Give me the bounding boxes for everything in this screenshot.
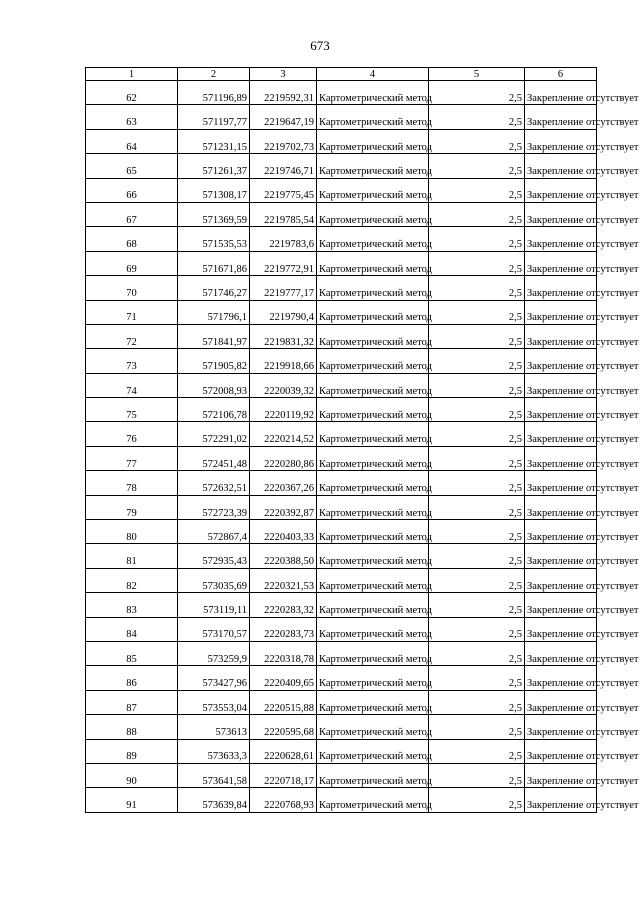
x-coordinate-cell: 572008,93 [178,373,250,397]
table-row [86,251,597,275]
point-number-cell: 86 [86,666,178,690]
y-coordinate-cell: 2219775,45 [250,178,317,202]
point-number-cell: 81 [86,544,178,568]
x-coordinate-cell: 571369,59 [178,202,250,226]
method-cell: Картометрический метод [317,81,429,105]
header-cell: 2 [178,68,250,81]
header-cell: 3 [250,68,317,81]
table-row [86,763,597,787]
y-coordinate-cell: 2220283,73 [250,617,317,641]
table-row [86,520,597,544]
method-cell: Картометрический метод [317,349,429,373]
point-number-cell: 71 [86,300,178,324]
point-number-cell: 87 [86,690,178,714]
point-number-cell: 85 [86,641,178,665]
table-row [86,568,597,592]
y-coordinate-cell: 2219777,17 [250,276,317,300]
x-coordinate-cell: 572723,39 [178,495,250,519]
accuracy-cell: 2,5 [429,349,525,373]
x-coordinate-cell: 571261,37 [178,154,250,178]
table-row [86,105,597,129]
accuracy-cell: 2,5 [429,666,525,690]
table-row [86,495,597,519]
coordinates-table [85,67,639,813]
method-cell: Картометрический метод [317,641,429,665]
method-cell: Картометрический метод [317,398,429,422]
method-cell: Картометрический метод [317,324,429,348]
header-cell: 1 [86,68,178,81]
method-cell: Картометрический метод [317,276,429,300]
method-cell: Картометрический метод [317,178,429,202]
x-coordinate-cell: 573633,3 [178,739,250,763]
table-row [86,446,597,470]
table-row [86,739,597,763]
method-cell: Картометрический метод [317,739,429,763]
point-number-cell: 89 [86,739,178,763]
y-coordinate-cell: 2220768,93 [250,788,317,812]
x-coordinate-cell: 571308,17 [178,178,250,202]
y-coordinate-cell: 2220280,86 [250,446,317,470]
x-coordinate-cell: 573170,57 [178,617,250,641]
x-coordinate-cell: 573553,04 [178,690,250,714]
table-row [86,422,597,446]
accuracy-cell: 2,5 [429,715,525,739]
x-coordinate-cell: 571841,97 [178,324,250,348]
table-row [86,690,597,714]
method-cell: Картометрический метод [317,154,429,178]
y-coordinate-cell: 2220367,26 [250,471,317,495]
x-coordinate-cell: 573035,69 [178,568,250,592]
table-body [86,68,639,813]
table-row [86,349,597,373]
fixing-cell: Закрепление отсутствует [525,276,597,300]
accuracy-cell: 2,5 [429,300,525,324]
y-coordinate-cell: 2219702,73 [250,129,317,153]
method-cell: Картометрический метод [317,617,429,641]
y-coordinate-cell: 2220321,53 [250,568,317,592]
table-row [86,617,597,641]
method-cell: Картометрический метод [317,544,429,568]
y-coordinate-cell: 2220403,33 [250,520,317,544]
fixing-cell: Закрепление отсутствует [525,544,597,568]
accuracy-cell: 2,5 [429,739,525,763]
accuracy-cell: 2,5 [429,763,525,787]
method-cell: Картометрический метод [317,300,429,324]
method-cell: Картометрический метод [317,715,429,739]
point-number-cell: 88 [86,715,178,739]
x-coordinate-cell: 572867,4 [178,520,250,544]
table-row [86,788,597,812]
method-cell: Картометрический метод [317,666,429,690]
fixing-cell: Закрепление отсутствует [525,202,597,226]
accuracy-cell: 2,5 [429,276,525,300]
x-coordinate-cell: 573613 [178,715,250,739]
table-row [86,593,597,617]
x-coordinate-cell: 573641,58 [178,763,250,787]
method-cell: Картометрический метод [317,495,429,519]
header-cell: 6 [525,68,597,81]
y-coordinate-cell: 2220628,61 [250,739,317,763]
fixing-cell: Закрепление отсутствует [525,324,597,348]
x-coordinate-cell: 571231,15 [178,129,250,153]
table-row [86,641,597,665]
accuracy-cell: 2,5 [429,105,525,129]
point-number-cell: 77 [86,446,178,470]
point-number-cell: 90 [86,763,178,787]
table-row [86,373,597,397]
fixing-cell: Закрепление отсутствует [525,666,597,690]
y-coordinate-cell: 2219783,6 [250,227,317,251]
method-cell: Картометрический метод [317,593,429,617]
point-number-cell: 79 [86,495,178,519]
x-coordinate-cell: 572935,43 [178,544,250,568]
accuracy-cell: 2,5 [429,81,525,105]
table-row [86,202,597,226]
method-cell: Картометрический метод [317,763,429,787]
x-coordinate-cell: 571796,1 [178,300,250,324]
y-coordinate-cell: 2220515,88 [250,690,317,714]
fixing-cell: Закрепление отсутствует [525,763,597,787]
fixing-cell: Закрепление отсутствует [525,715,597,739]
x-coordinate-cell: 572632,51 [178,471,250,495]
y-coordinate-cell: 2219772,91 [250,251,317,275]
fixing-cell: Закрепление отсутствует [525,788,597,812]
x-coordinate-cell: 571197,77 [178,105,250,129]
fixing-cell: Закрепление отсутствует [525,398,597,422]
accuracy-cell: 2,5 [429,544,525,568]
accuracy-cell: 2,5 [429,129,525,153]
fixing-cell: Закрепление отсутствует [525,300,597,324]
point-number-cell: 69 [86,251,178,275]
accuracy-cell: 2,5 [429,520,525,544]
point-number-cell: 75 [86,398,178,422]
accuracy-cell: 2,5 [429,178,525,202]
y-coordinate-cell: 2219785,54 [250,202,317,226]
fixing-cell: Закрепление отсутствует [525,520,597,544]
point-number-cell: 62 [86,81,178,105]
y-coordinate-cell: 2220214,52 [250,422,317,446]
point-number-cell: 76 [86,422,178,446]
fixing-cell: Закрепление отсутствует [525,373,597,397]
point-number-cell: 68 [86,227,178,251]
y-coordinate-cell: 2220388,50 [250,544,317,568]
fixing-cell: Закрепление отсутствует [525,251,597,275]
method-cell: Картометрический метод [317,227,429,251]
point-number-cell: 66 [86,178,178,202]
accuracy-cell: 2,5 [429,398,525,422]
table-row [86,276,597,300]
accuracy-cell: 2,5 [429,617,525,641]
table-row [86,324,597,348]
fixing-cell: Закрепление отсутствует [525,446,597,470]
y-coordinate-cell: 2220039,32 [250,373,317,397]
method-cell: Картометрический метод [317,520,429,544]
fixing-cell: Закрепление отсутствует [525,129,597,153]
accuracy-cell: 2,5 [429,446,525,470]
x-coordinate-cell: 573119,11 [178,593,250,617]
table-row [86,154,597,178]
method-cell: Картометрический метод [317,788,429,812]
point-number-cell: 67 [86,202,178,226]
method-cell: Картометрический метод [317,251,429,275]
y-coordinate-cell: 2220718,17 [250,763,317,787]
y-coordinate-cell: 2220318,78 [250,641,317,665]
x-coordinate-cell: 571905,82 [178,349,250,373]
x-coordinate-cell: 571535,53 [178,227,250,251]
point-number-cell: 63 [86,105,178,129]
y-coordinate-cell: 2219918,66 [250,349,317,373]
point-number-cell: 73 [86,349,178,373]
table-row [86,715,597,739]
page-number: 673 [310,38,330,53]
fixing-cell: Закрепление отсутствует [525,349,597,373]
x-coordinate-cell: 572451,48 [178,446,250,470]
accuracy-cell: 2,5 [429,202,525,226]
y-coordinate-cell: 2219790,4 [250,300,317,324]
accuracy-cell: 2,5 [429,641,525,665]
accuracy-cell: 2,5 [429,154,525,178]
accuracy-cell: 2,5 [429,471,525,495]
fixing-cell: Закрепление отсутствует [525,495,597,519]
method-cell: Картометрический метод [317,202,429,226]
y-coordinate-cell: 2219746,71 [250,154,317,178]
method-cell: Картометрический метод [317,568,429,592]
method-cell: Картометрический метод [317,446,429,470]
accuracy-cell: 2,5 [429,227,525,251]
fixing-cell: Закрепление отсутствует [525,471,597,495]
x-coordinate-cell: 573639,84 [178,788,250,812]
fixing-cell: Закрепление отсутствует [525,593,597,617]
y-coordinate-cell: 2220595,68 [250,715,317,739]
table-row [86,129,597,153]
method-cell: Картометрический метод [317,422,429,446]
y-coordinate-cell: 2219647,19 [250,105,317,129]
point-number-cell: 72 [86,324,178,348]
accuracy-cell: 2,5 [429,422,525,446]
table-row [86,178,597,202]
x-coordinate-cell: 571746,27 [178,276,250,300]
x-coordinate-cell: 571671,86 [178,251,250,275]
method-cell: Картометрический метод [317,129,429,153]
accuracy-cell: 2,5 [429,593,525,617]
y-coordinate-cell: 2220283,32 [250,593,317,617]
table-row [86,544,597,568]
point-number-cell: 82 [86,568,178,592]
accuracy-cell: 2,5 [429,788,525,812]
point-number-cell: 74 [86,373,178,397]
method-cell: Картометрический метод [317,105,429,129]
x-coordinate-cell: 572106,78 [178,398,250,422]
table-row [86,666,597,690]
fixing-cell: Закрепление отсутствует [525,422,597,446]
accuracy-cell: 2,5 [429,373,525,397]
y-coordinate-cell: 2219831,32 [250,324,317,348]
fixing-cell: Закрепление отсутствует [525,154,597,178]
table-row [86,81,597,105]
point-number-cell: 84 [86,617,178,641]
x-coordinate-cell: 571196,89 [178,81,250,105]
method-cell: Картометрический метод [317,471,429,495]
accuracy-cell: 2,5 [429,568,525,592]
fixing-cell: Закрепление отсутствует [525,81,597,105]
fixing-cell: Закрепление отсутствует [525,617,597,641]
fixing-cell: Закрепление отсутствует [525,105,597,129]
method-cell: Картометрический метод [317,690,429,714]
accuracy-cell: 2,5 [429,495,525,519]
y-coordinate-cell: 2220392,87 [250,495,317,519]
x-coordinate-cell: 572291,02 [178,422,250,446]
header-cell: 4 [317,68,429,81]
y-coordinate-cell: 2220119,92 [250,398,317,422]
point-number-cell: 83 [86,593,178,617]
point-number-cell: 64 [86,129,178,153]
fixing-cell: Закрепление отсутствует [525,227,597,251]
point-number-cell: 80 [86,520,178,544]
table-row [86,471,597,495]
point-number-cell: 91 [86,788,178,812]
header-cell: 5 [429,68,525,81]
fixing-cell: Закрепление отсутствует [525,641,597,665]
table-row [86,398,597,422]
fixing-cell: Закрепление отсутствует [525,690,597,714]
y-coordinate-cell: 2220409,65 [250,666,317,690]
table-row [86,300,597,324]
point-number-cell: 70 [86,276,178,300]
table-header-row [86,68,597,81]
x-coordinate-cell: 573427,96 [178,666,250,690]
point-number-cell: 65 [86,154,178,178]
fixing-cell: Закрепление отсутствует [525,739,597,763]
fixing-cell: Закрепление отсутствует [525,568,597,592]
table-row [86,227,597,251]
y-coordinate-cell: 2219592,31 [250,81,317,105]
accuracy-cell: 2,5 [429,251,525,275]
accuracy-cell: 2,5 [429,690,525,714]
fixing-cell: Закрепление отсутствует [525,178,597,202]
point-number-cell: 78 [86,471,178,495]
accuracy-cell: 2,5 [429,324,525,348]
x-coordinate-cell: 573259,9 [178,641,250,665]
method-cell: Картометрический метод [317,373,429,397]
